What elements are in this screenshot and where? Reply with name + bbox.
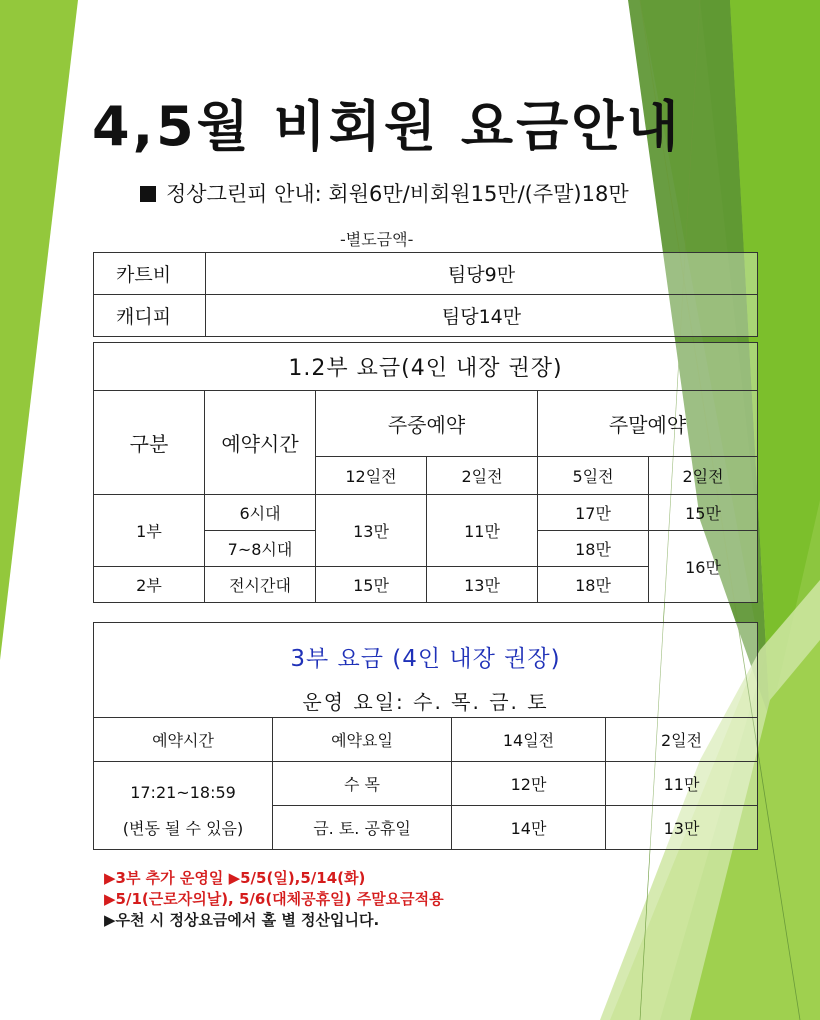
part3-day-2-14days: 14만 (452, 806, 606, 850)
table-row (94, 718, 758, 762)
part12-heading: 1.2부 요금(4인 내장 권장) (94, 343, 758, 391)
part3-header-2days: 2일전 (606, 718, 758, 762)
part3-operating-days: 운영 요일: 수. 목. 금. 토 (94, 685, 758, 718)
part1-weekday-2: 11만 (427, 495, 538, 567)
part1-weekend-5-t1: 17만 (538, 495, 649, 531)
part2-label: 2부 (94, 567, 205, 603)
fee-label-cart: 카트비 (94, 253, 206, 295)
part3-header-day: 예약요일 (273, 718, 452, 762)
part1-label: 1부 (94, 495, 205, 567)
left-green-strip (0, 0, 78, 660)
table-row (94, 343, 758, 391)
weekend-2-merged: 16만 (649, 531, 758, 603)
extra-fee-table (93, 252, 758, 337)
note-weekend-rate: ▶5/1(근로자의날), 5/6(대체공휴일) 주말요금적용 (104, 890, 444, 908)
table-row (94, 495, 758, 531)
sub-header-weekday-12: 12일전 (316, 457, 427, 495)
part2-weekend-5: 18만 (538, 567, 649, 603)
part3-day-2-2days: 13만 (606, 806, 758, 850)
table-row (94, 762, 758, 806)
part3-day-1: 수 목 (273, 762, 452, 806)
note-rain: ▶우천 시 정상요금에서 홀 별 정산입니다. (104, 911, 380, 929)
col-weekend-header: 주말예약 (538, 391, 758, 457)
part12-fee-table (93, 342, 758, 603)
part1-weekend-2-t1: 15만 (649, 495, 758, 531)
fee-value-cart: 팀당9만 (206, 253, 758, 295)
sub-header-weekend-5: 5일전 (538, 457, 649, 495)
part3-fee-table (93, 622, 758, 850)
part1-weekday-12: 13만 (316, 495, 427, 567)
part3-day-1-14days: 12만 (452, 762, 606, 806)
table-row (94, 295, 758, 337)
part2-time: 전시간대 (205, 567, 316, 603)
part1-time-2: 7~8시대 (205, 531, 316, 567)
part3-day-2: 금. 토. 공휴일 (273, 806, 452, 850)
part3-heading: 3부 요금 (4인 내장 권장) (94, 623, 758, 685)
part2-weekday-12: 15만 (316, 567, 427, 603)
part3-time: 17:21~18:59 (94, 762, 273, 806)
col-category-header: 구분 (94, 391, 205, 495)
part3-day-1-2days: 11만 (606, 762, 758, 806)
sub-header-weekday-2: 2일전 (427, 457, 538, 495)
sub-header-weekend-2: 2일전 (649, 457, 758, 495)
green-fee-info-text: 정상그린피 안내: 회원6만/비회원15만/(주말)18만 (166, 182, 629, 206)
part3-time-note: (변동 될 수 있음) (94, 806, 273, 850)
fee-value-caddie: 팀당14만 (206, 295, 758, 337)
col-time-header: 예약시간 (205, 391, 316, 495)
page-title: 4,5월 비회원 요금안내 (92, 95, 682, 158)
notes (104, 868, 624, 931)
extra-fee-label: -별도금액- (340, 230, 414, 249)
square-bullet-icon (140, 186, 156, 202)
table-row (94, 685, 758, 718)
fee-label-caddie: 캐디피 (94, 295, 206, 337)
part3-header-14days: 14일전 (452, 718, 606, 762)
col-weekday-header: 주중예약 (316, 391, 538, 457)
table-row (94, 253, 758, 295)
part1-time-1: 6시대 (205, 495, 316, 531)
table-row (94, 623, 758, 685)
part3-header-time: 예약시간 (94, 718, 273, 762)
part2-weekday-2: 13만 (427, 567, 538, 603)
table-row (94, 391, 758, 457)
part1-weekend-5-t2: 18만 (538, 531, 649, 567)
green-fee-info (140, 178, 740, 208)
note-extra-days: ▶3부 추가 운영일 ▶5/5(일),5/14(화) (104, 869, 366, 887)
table-row (94, 806, 758, 850)
